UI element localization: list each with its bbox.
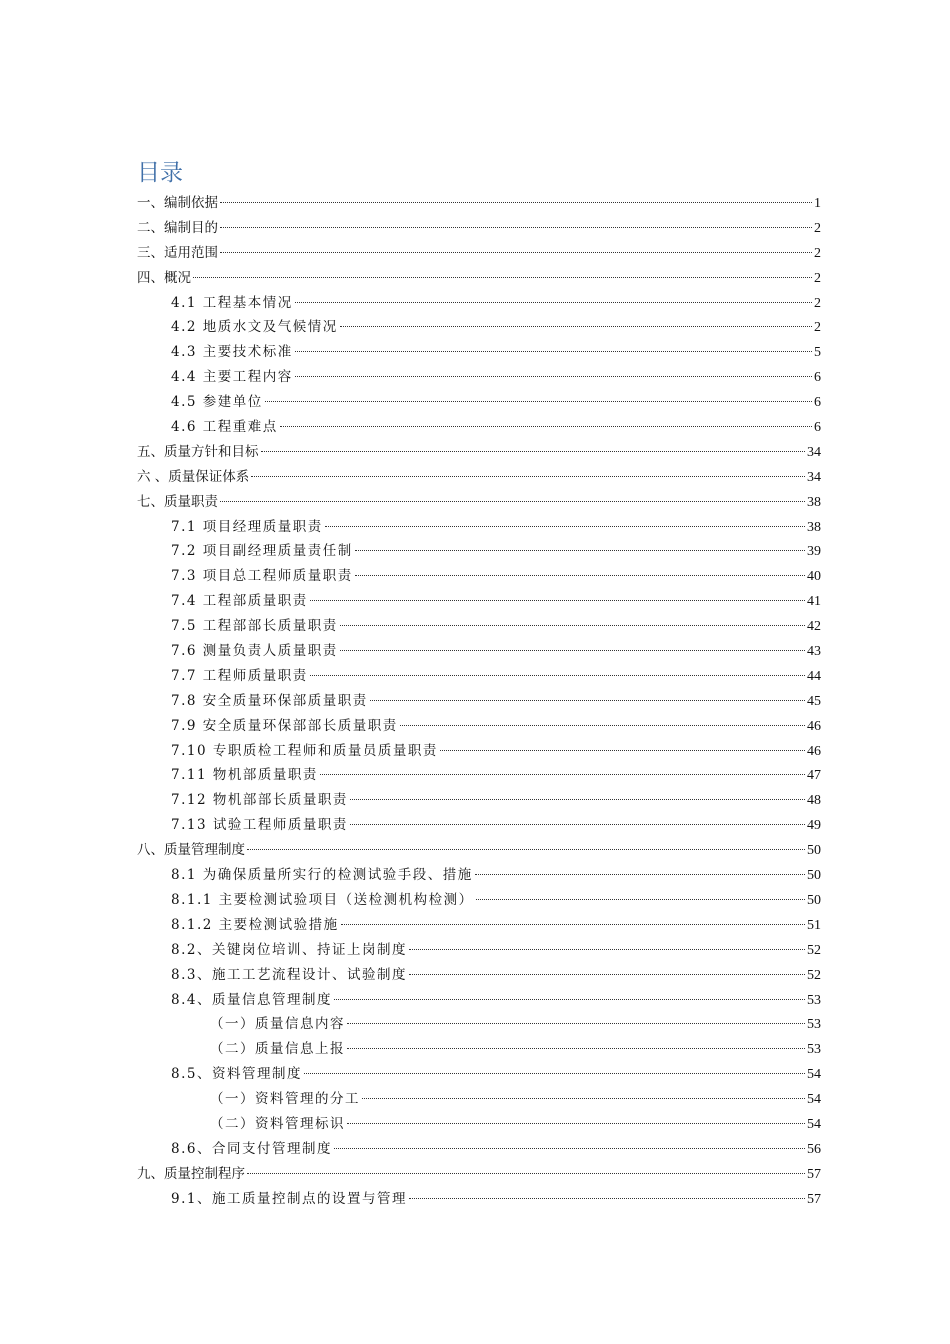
table-of-contents xyxy=(137,191,821,1212)
toc-entry[interactable] xyxy=(137,340,821,365)
toc-dot-leader xyxy=(265,401,812,402)
toc-dot-leader xyxy=(440,750,805,751)
toc-dot-leader xyxy=(400,725,805,726)
toc-page-number: 34 xyxy=(807,469,821,485)
toc-entry[interactable] xyxy=(137,1062,821,1087)
toc-page-number: 53 xyxy=(807,1017,821,1033)
toc-entry[interactable] xyxy=(137,564,821,589)
toc-page-number: 48 xyxy=(807,793,821,809)
toc-entry[interactable] xyxy=(137,415,821,440)
toc-dot-leader xyxy=(320,774,805,775)
toc-entry[interactable] xyxy=(137,1162,821,1187)
toc-entry[interactable] xyxy=(137,813,821,838)
toc-entry-label: （一）资料管理的分工 xyxy=(210,1091,360,1108)
toc-entry-label: 7.10 专职质检工程师和质量员质量职责 xyxy=(171,742,438,759)
toc-entry[interactable] xyxy=(137,241,821,266)
toc-entry[interactable] xyxy=(137,390,821,415)
toc-entry-label: 7.9 安全质量环保部部长质量职责 xyxy=(171,717,398,734)
toc-page-number: 44 xyxy=(807,668,821,684)
toc-dot-leader xyxy=(340,650,805,651)
toc-entry[interactable] xyxy=(137,216,821,241)
toc-page-number: 2 xyxy=(814,220,821,236)
toc-entry[interactable] xyxy=(137,963,821,988)
toc-entry[interactable] xyxy=(137,838,821,863)
toc-entry-label: 九、质量控制程序 xyxy=(137,1165,245,1182)
toc-dot-leader xyxy=(220,252,812,253)
toc-entry-label: 五、质量方针和目标 xyxy=(137,443,259,460)
toc-entry[interactable] xyxy=(137,191,821,216)
toc-dot-leader xyxy=(409,974,805,975)
toc-entry-label: 七、质量职责 xyxy=(137,493,218,510)
toc-entry-label: 4.5 参建单位 xyxy=(171,394,263,411)
toc-entry[interactable] xyxy=(137,988,821,1013)
toc-page-number: 54 xyxy=(807,1092,821,1108)
toc-entry[interactable] xyxy=(137,689,821,714)
toc-dot-leader xyxy=(295,351,812,352)
toc-entry-label: 8.6、合同支付管理制度 xyxy=(171,1140,332,1157)
toc-page-number: 41 xyxy=(807,594,821,610)
toc-entry-label: （二）质量信息上报 xyxy=(210,1041,345,1058)
toc-page-number: 42 xyxy=(807,619,821,635)
toc-dot-leader xyxy=(347,1048,805,1049)
toc-dot-leader xyxy=(475,874,805,875)
toc-page-number: 51 xyxy=(807,917,821,933)
toc-dot-leader xyxy=(350,799,805,800)
toc-entry[interactable] xyxy=(137,664,821,689)
toc-entry[interactable] xyxy=(137,1187,821,1212)
toc-dot-leader xyxy=(251,476,805,477)
toc-entry[interactable] xyxy=(137,539,821,564)
toc-entry[interactable] xyxy=(137,938,821,963)
toc-entry-label: 7.13 试验工程师质量职责 xyxy=(171,817,348,834)
toc-dot-leader xyxy=(334,1148,805,1149)
toc-entry-label: 4.1 工程基本情况 xyxy=(171,294,293,311)
toc-dot-leader xyxy=(325,526,805,527)
toc-entry[interactable] xyxy=(137,788,821,813)
toc-page-number: 52 xyxy=(807,967,821,983)
toc-dot-leader xyxy=(334,999,805,1000)
toc-entry-label: 4.2 地质水文及气候情况 xyxy=(171,319,338,336)
toc-entry-label: 8.4、质量信息管理制度 xyxy=(171,991,332,1008)
toc-entry-label: 四、概况 xyxy=(137,269,191,286)
toc-entry[interactable] xyxy=(137,365,821,390)
toc-dot-leader xyxy=(355,575,805,576)
toc-entry[interactable] xyxy=(137,490,821,515)
toc-entry-label: 7.3 项目总工程师质量职责 xyxy=(171,568,353,585)
toc-page-number: 6 xyxy=(814,370,821,386)
toc-entry-label: 8.1.1 主要检测试验项目（送检测机构检测） xyxy=(171,891,474,908)
toc-page-number: 34 xyxy=(807,444,821,460)
toc-dot-leader xyxy=(340,625,805,626)
toc-entry-label: 三、适用范围 xyxy=(137,244,218,261)
toc-entry-label: 8.3、施工工艺流程设计、试验制度 xyxy=(171,966,407,983)
toc-dot-leader xyxy=(295,302,812,303)
toc-page-number: 57 xyxy=(807,1166,821,1182)
toc-entry[interactable] xyxy=(137,614,821,639)
toc-page-number: 47 xyxy=(807,768,821,784)
toc-page-number: 50 xyxy=(807,843,821,859)
toc-page-number: 53 xyxy=(807,1042,821,1058)
toc-dot-leader xyxy=(220,202,812,203)
toc-page-number: 45 xyxy=(807,693,821,709)
toc-entry-label: 7.6 测量负责人质量职责 xyxy=(171,643,338,660)
toc-dot-leader xyxy=(347,1123,805,1124)
toc-dot-leader xyxy=(350,824,805,825)
toc-entry[interactable] xyxy=(137,266,821,291)
toc-entry[interactable] xyxy=(137,315,821,340)
toc-entry[interactable] xyxy=(137,714,821,739)
toc-entry-label: 7.8 安全质量环保部质量职责 xyxy=(171,692,368,709)
toc-dot-leader xyxy=(261,451,806,452)
toc-page-number: 54 xyxy=(807,1116,821,1132)
toc-dot-leader xyxy=(341,924,805,925)
toc-entry-label: 7.1 项目经理质量职责 xyxy=(171,518,323,535)
toc-dot-leader xyxy=(409,949,805,950)
toc-entry[interactable] xyxy=(137,863,821,888)
toc-dot-leader xyxy=(310,600,805,601)
toc-entry[interactable] xyxy=(137,639,821,664)
toc-entry[interactable] xyxy=(137,1112,821,1137)
toc-page-number: 40 xyxy=(807,569,821,585)
toc-entry-label: （二）资料管理标识 xyxy=(210,1115,345,1132)
toc-dot-leader xyxy=(355,550,805,551)
toc-entry-label: 4.6 工程重难点 xyxy=(171,419,278,436)
toc-entry-label: 六 、质量保证体系 xyxy=(137,468,250,485)
toc-dot-leader xyxy=(310,675,805,676)
toc-dot-leader xyxy=(409,1198,805,1199)
toc-entry-label: 7.2 项目副经理质量责任制 xyxy=(171,543,353,560)
toc-page-number: 54 xyxy=(807,1067,821,1083)
toc-entry-label: 4.4 主要工程内容 xyxy=(171,369,293,386)
toc-dot-leader xyxy=(247,849,805,850)
toc-dot-leader xyxy=(193,277,812,278)
toc-entry[interactable] xyxy=(137,1087,821,1112)
toc-page-number: 2 xyxy=(814,320,821,336)
toc-entry[interactable] xyxy=(137,1137,821,1162)
toc-dot-leader xyxy=(476,899,805,900)
toc-entry-label: 一、编制依据 xyxy=(137,195,218,211)
toc-entry-label: 9.1、施工质量控制点的设置与管理 xyxy=(171,1190,407,1207)
toc-page-number: 2 xyxy=(814,270,821,286)
toc-page-number: 39 xyxy=(807,544,821,560)
toc-page-number: 2 xyxy=(814,295,821,311)
toc-entry-label: 八、质量管理制度 xyxy=(137,842,245,859)
toc-entry[interactable] xyxy=(137,1012,821,1037)
toc-entry[interactable] xyxy=(137,291,821,316)
toc-dot-leader xyxy=(220,227,812,228)
toc-entry[interactable] xyxy=(137,1037,821,1062)
toc-dot-leader xyxy=(304,1073,805,1074)
toc-page-number: 38 xyxy=(807,494,821,510)
toc-page-number: 52 xyxy=(807,942,821,958)
toc-page-number: 38 xyxy=(807,519,821,535)
toc-page-number: 6 xyxy=(814,420,821,436)
toc-entry-label: 8.1 为确保质量所实行的检测试验手段、措施 xyxy=(171,867,473,884)
toc-page-number: 49 xyxy=(807,818,821,834)
toc-entry-label: （一）质量信息内容 xyxy=(210,1016,345,1033)
toc-page-number: 46 xyxy=(807,743,821,759)
toc-page-number: 53 xyxy=(807,992,821,1008)
toc-page-number: 1 xyxy=(814,196,821,211)
toc-entry-label: 7.12 物机部部长质量职责 xyxy=(171,792,348,809)
toc-entry[interactable] xyxy=(137,888,821,913)
toc-dot-leader xyxy=(295,376,812,377)
toc-dot-leader xyxy=(280,426,812,427)
toc-entry[interactable] xyxy=(137,465,821,490)
toc-entry-label: 8.2、关键岗位培训、持证上岗制度 xyxy=(171,941,407,958)
toc-page-number: 50 xyxy=(807,892,821,908)
toc-entry[interactable] xyxy=(137,440,821,465)
toc-page-number: 5 xyxy=(814,345,821,361)
toc-entry[interactable] xyxy=(137,913,821,938)
toc-page-number: 6 xyxy=(814,395,821,411)
toc-entry-label: 8.1.2 主要检测试验措施 xyxy=(171,916,339,933)
toc-entry-label: 二、编制目的 xyxy=(137,219,218,236)
toc-dot-leader xyxy=(347,1023,805,1024)
toc-entry[interactable] xyxy=(137,739,821,764)
toc-page-number: 50 xyxy=(807,868,821,884)
toc-page-number: 43 xyxy=(807,644,821,660)
toc-entry-label: 7.4 工程部质量职责 xyxy=(171,593,308,610)
toc-dot-leader xyxy=(220,501,805,502)
toc-page-number: 2 xyxy=(814,245,821,261)
toc-entry-label: 8.5、资料管理制度 xyxy=(171,1066,302,1083)
toc-dot-leader xyxy=(370,700,805,701)
toc-dot-leader xyxy=(247,1173,805,1174)
toc-entry-label: 4.3 主要技术标准 xyxy=(171,344,293,361)
toc-page-number: 46 xyxy=(807,718,821,734)
toc-entry-label: 7.7 工程师质量职责 xyxy=(171,667,308,684)
toc-entry-label: 7.11 物机部质量职责 xyxy=(171,767,318,784)
toc-dot-leader xyxy=(340,326,812,327)
toc-title: 目录 xyxy=(137,160,183,186)
toc-entry[interactable] xyxy=(137,515,821,540)
toc-entry[interactable] xyxy=(137,589,821,614)
toc-entry[interactable] xyxy=(137,763,821,788)
toc-page-number: 57 xyxy=(807,1191,821,1207)
toc-dot-leader xyxy=(362,1098,805,1099)
toc-entry-label: 7.5 工程部部长质量职责 xyxy=(171,618,338,635)
toc-page-number: 56 xyxy=(807,1141,821,1157)
